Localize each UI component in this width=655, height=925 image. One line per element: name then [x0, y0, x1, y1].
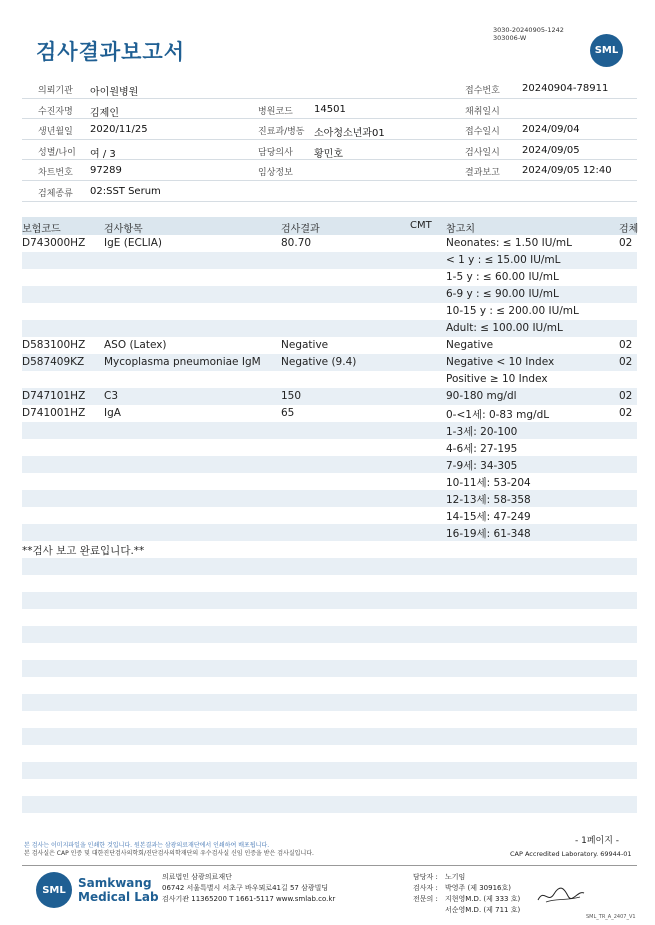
cell-item: IgA [104, 407, 121, 419]
header-test-item: 검사항목 [104, 224, 143, 235]
sml-logo-small: SML [590, 34, 623, 67]
info-value: 2024/09/05 12:40 [522, 165, 612, 177]
cell-code: D583100HZ [22, 339, 86, 351]
info-value: 14501 [314, 103, 346, 115]
cell-code: D747101HZ [22, 390, 86, 402]
header-reference: 참고치 [446, 224, 475, 235]
info-row [22, 99, 637, 120]
table-row [22, 371, 637, 388]
info-value: 소아청소년과01 [314, 128, 385, 140]
cell-code: D587409KZ [22, 356, 85, 368]
table-row [22, 660, 637, 677]
lab-street: 06742 서울특별시 서초구 바우뫼로41길 57 삼광빌딩 [162, 884, 329, 892]
table-row [22, 422, 637, 439]
header-cmt: CMT [410, 220, 432, 231]
document-code-1: 3030-20240905-1242 [493, 26, 564, 34]
info-label: 차트번호 [38, 168, 73, 179]
cell-specimen: 02 [619, 390, 633, 402]
info-row [22, 160, 637, 181]
footer-notice-line-2: 본 검사실은 CAP 인증 및 대한진단검사의학회/진단검사의학재단의 우수검사실 신임 인증을 받은 검사실입니다. [24, 850, 314, 857]
info-row [22, 140, 637, 161]
staff-specialist-1: 지현영M.D. (제 333 호) [445, 895, 521, 903]
table-row [22, 643, 637, 660]
table-row [22, 490, 637, 507]
table-row [22, 303, 637, 320]
cell-specimen: 02 [619, 237, 633, 249]
table-row [22, 269, 637, 286]
results-table [22, 217, 637, 830]
samkwang-logo [36, 872, 159, 908]
info-label: 수진자명 [38, 106, 73, 117]
cell-code: D743000HZ [22, 237, 86, 249]
info-label: 임상정보 [258, 168, 293, 179]
cell-result: 150 [281, 390, 302, 402]
cell-specimen: 02 [619, 356, 633, 368]
cell-reference: Negative < 10 Index [446, 356, 555, 368]
cell-reference: Negative [446, 339, 494, 351]
results-table-header [22, 217, 637, 235]
cell-code: D741001HZ [22, 407, 86, 419]
page-number: - 1페이지 - [575, 836, 620, 846]
document-code-2: 303006-W [493, 34, 527, 42]
info-label: 진료과/병동 [258, 127, 305, 138]
info-value: 2024/09/05 [522, 144, 580, 156]
table-row [22, 320, 637, 337]
staff-label-manager: 담당자 : [413, 873, 438, 881]
info-label: 결과보고 [465, 168, 500, 179]
table-row [22, 473, 637, 490]
cell-result: Negative [281, 339, 329, 351]
header-test-result: 검사결과 [281, 224, 320, 235]
table-row [22, 609, 637, 626]
cell-reference: 4-6세: 27-195 [446, 443, 518, 455]
cell-reference: 1-3세: 20-100 [446, 426, 518, 438]
staff-specialist-2: 서순영M.D. (제 711 호) [445, 906, 521, 914]
info-label: 생년월일 [38, 127, 73, 138]
info-label: 접수일시 [465, 127, 500, 138]
table-row [22, 337, 637, 354]
cell-reference: < 1 y : ≤ 15.00 IU/mL [446, 254, 561, 266]
cell-reference: 0-<1세: 0-83 mg/dL [446, 409, 550, 421]
info-value: 20240904-78911 [522, 83, 609, 94]
cell-reference: 12-13세: 58-358 [446, 494, 531, 506]
table-row [22, 456, 637, 473]
cell-result: Negative (9.4) [281, 356, 357, 368]
sml-logo-mark: SML [36, 872, 72, 908]
staff-label-specialist: 전문의 : [413, 895, 438, 903]
table-row [22, 388, 637, 405]
info-value: 02:SST Serum [90, 185, 161, 197]
info-row [22, 181, 637, 202]
cell-reference: 6-9 y : ≤ 90.00 IU/mL [446, 288, 559, 300]
table-row [22, 286, 637, 303]
cell-specimen: 02 [619, 407, 633, 419]
info-label: 담당의사 [258, 147, 293, 158]
staff-label-tester: 검사자 : [413, 884, 438, 892]
form-code: SML_TR_A_2407_V1 [586, 914, 636, 920]
cell-reference: 10-11세: 53-204 [446, 477, 531, 489]
info-row [22, 78, 637, 99]
cell-reference: Adult: ≤ 100.00 IU/mL [446, 322, 563, 334]
table-row [22, 524, 637, 541]
info-label: 의뢰기관 [38, 86, 73, 96]
lab-contact: 검사기관 11365200 T 1661-5117 www.smlab.co.kr [162, 895, 336, 903]
cell-reference: 1-5 y : ≤ 60.00 IU/mL [446, 271, 559, 283]
table-row [22, 575, 637, 592]
table-row [22, 796, 637, 813]
signature-icon [536, 884, 586, 906]
cell-reference: 16-19세: 61-348 [446, 528, 531, 540]
table-row [22, 745, 637, 762]
info-value: 2020/11/25 [90, 124, 148, 136]
cell-item: ASO (Latex) [104, 339, 167, 351]
logo-line-1: Samkwang [78, 876, 152, 890]
lab-address [162, 872, 335, 905]
cell-result: 80.70 [281, 237, 312, 249]
table-row [22, 558, 637, 575]
info-label: 접수번호 [465, 86, 500, 96]
info-value: 2024/09/04 [522, 124, 580, 136]
table-row [22, 439, 637, 456]
table-row [22, 235, 637, 252]
footer-notice-line-1: 본 검사는 이미지파일을 인쇄한 것입니다. 원본결과는 삼광의료재단에서 인쇄하여 배포됩니다. [24, 842, 270, 849]
info-label: 채취일시 [465, 106, 500, 117]
cell-reference: 7-9세: 34-305 [446, 460, 518, 472]
info-label: 검사일시 [465, 147, 500, 158]
logo-line-2: Medical Lab [78, 890, 159, 904]
cell-item: C3 [104, 390, 119, 402]
cell-reference: 90-180 mg/dl [446, 390, 517, 402]
table-row [22, 507, 637, 524]
cell-code: **검사 보고 완료입니다.** [22, 545, 145, 557]
cell-item: IgE (ECLIA) [104, 237, 163, 249]
results-table-body [22, 235, 637, 830]
info-value: 아이원병원 [90, 87, 139, 98]
info-value: 97289 [90, 165, 122, 177]
table-row [22, 626, 637, 643]
cell-specimen: 02 [619, 339, 633, 351]
cap-accreditation: CAP Accredited Laboratory. 69944-01 [510, 850, 632, 858]
lab-name: 의료법인 삼광의료재단 [162, 873, 232, 881]
table-row [22, 252, 637, 269]
staff-tester: 박영주 (제 30916호) [445, 884, 511, 892]
table-row [22, 677, 637, 694]
table-row [22, 592, 637, 609]
header-insurance-code: 보험코드 [22, 224, 61, 235]
cell-reference: Positive ≥ 10 Index [446, 373, 548, 385]
info-label: 성별/나이 [38, 147, 76, 158]
cell-reference: 10-15 y : ≤ 200.00 IU/mL [446, 305, 579, 317]
cell-result: 65 [281, 407, 295, 419]
staff-list [413, 872, 520, 916]
table-row [22, 779, 637, 796]
header-specimen: 검체 [619, 224, 639, 235]
table-row [22, 711, 637, 728]
cell-reference: Neonates: ≤ 1.50 IU/mL [446, 237, 572, 249]
table-row [22, 728, 637, 745]
cell-item: Mycoplasma pneumoniae IgM [104, 356, 261, 368]
report-title: 검사결과보고서 [36, 40, 186, 64]
document-codes [493, 26, 564, 42]
staff-manager: 노기임 [445, 873, 466, 881]
table-row [22, 541, 637, 558]
info-label: 병원코드 [258, 106, 293, 117]
cell-reference: 14-15세: 47-249 [446, 511, 531, 523]
info-label: 검체종류 [38, 188, 73, 199]
table-row [22, 405, 637, 422]
info-value: 김제인 [90, 107, 119, 119]
info-row [22, 119, 637, 140]
table-row [22, 694, 637, 711]
table-row [22, 762, 637, 779]
sml-logo-text [78, 876, 159, 904]
info-value: 황민호 [314, 148, 343, 160]
info-value: 여 / 3 [90, 148, 116, 160]
patient-info-section [22, 78, 637, 202]
table-row [22, 354, 637, 371]
table-row [22, 813, 637, 830]
footer-divider [22, 865, 637, 866]
footer-notice [24, 842, 314, 858]
